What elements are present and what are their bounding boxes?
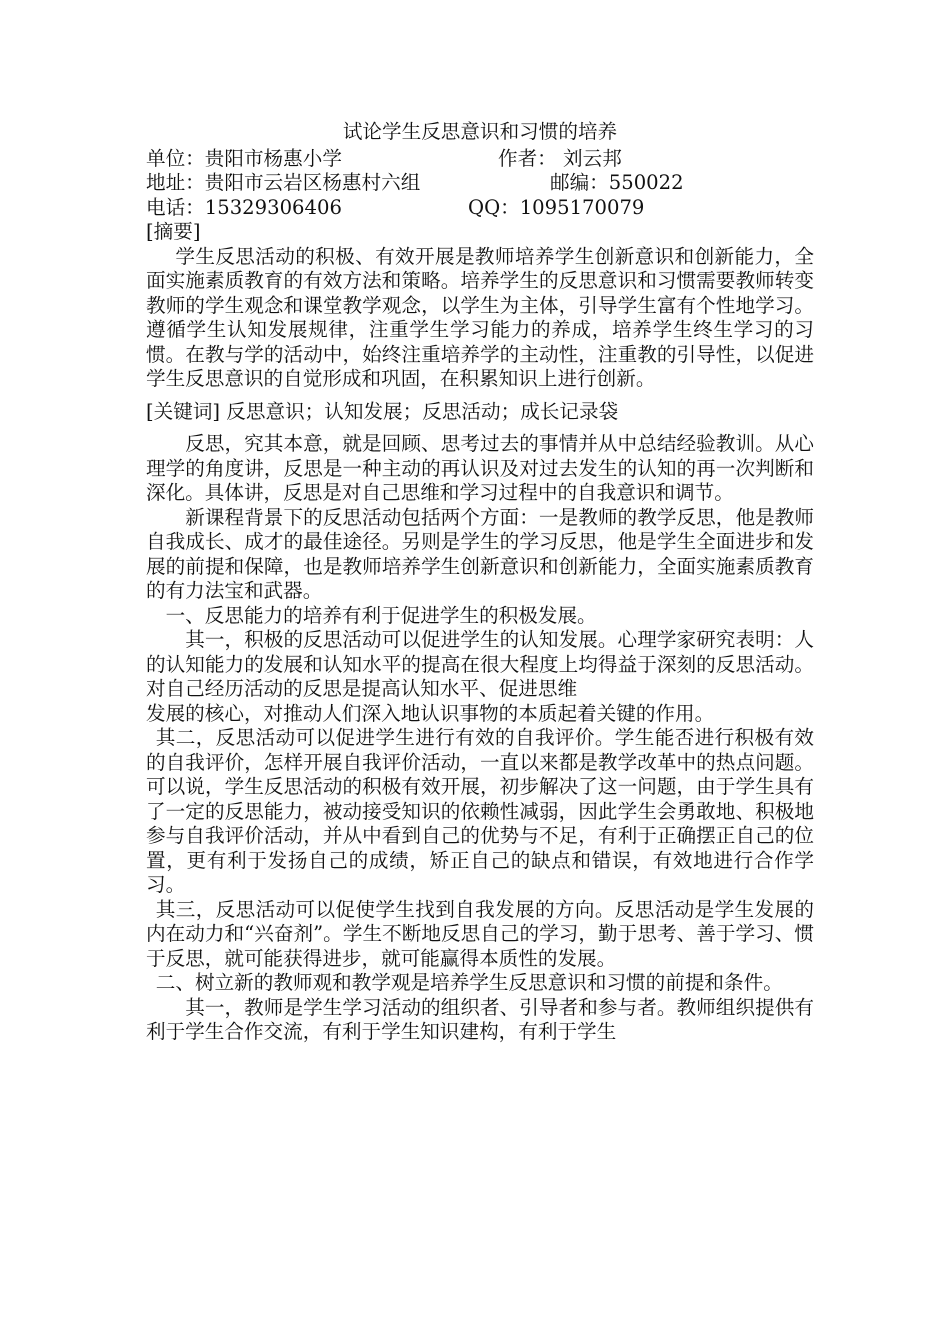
unit-info: 单位：贵阳市杨惠小学 <box>146 146 342 170</box>
document-title: 试论学生反思意识和习惯的培养 <box>342 120 618 143</box>
paragraph-1: 反思，究其本意，就是回顾、思考过去的事情并从中总结经验教训。从心理学的角度讲，反思是一种主动的再认识及对过去发生的认知的再一次判断和深化。具体讲，反思是对自己思维和学习过程中的自我意识和调节。 <box>146 432 814 504</box>
paragraph-6: 其三，反思活动可以促使学生找到自我发展的方向。反思活动是学生发展的内在动力和“兴奋剂”。学生不断地反思自己的学习，勤于思考、善于学习、惯于反思，就可能获得进步，就可能赢得本质性的发展。 <box>146 897 814 970</box>
address-info: 地址：贵阳市云岩区杨惠村六组 <box>146 171 421 194</box>
phone-info: 电话：15329306406 <box>146 195 342 219</box>
paragraph-7: 其一，教师是学生学习活动的组织者、引导者和参与者。教师组织提供有利于学生合作交流，有利于学生知识建构，有利于学生 <box>146 995 814 1043</box>
meta-row-phone <box>146 196 814 221</box>
section-heading-1: 一、反思能力的培养有利于促进学生的积极发展。 <box>165 603 597 627</box>
abstract-text: 学生反思活动的积极、有效开展是教师培养学生创新意识和创新能力，全面实施素质教育的有效方法和策略。培养学生的反思意识和习惯需要教师转变教师的学生观念和课堂教学观念，以学生为主体，引导学生富有个性地学习。遵循学生认知发展规律，注重学生学习能力的养成，培养学生终生学习的习惯。在教与学的活动中，始终注重培养学的主动性，注重教的引导性，以促进学生反思意识的自觉形成和巩固，在积累知识上进行创新。 <box>146 244 814 390</box>
qq-info: QQ：1095170079 <box>468 195 645 219</box>
paragraph-5: 其二，反思活动可以促进学生进行有效的自我评价。学生能否进行积极有效的自我评价，怎样开展自我评价活动，一直以来都是教学改革中的热点问题。可以说，学生反思活动的积极有效开展，初步解决了这一问题，由于学生具有了一定的反思能力，被动接受知识的依赖性减弱，因此学生会勇敢地、积极地参与自我评价活动，并从中看到自己的优势与不足，有利于正确摆正自己的位置，更有利于发扬自己的成绩，矫正自己的缺点和错误，有效地进行合作学习。 <box>146 726 814 896</box>
author-info: 作者： 刘云邦 <box>498 146 622 170</box>
document-body <box>146 120 814 1045</box>
keywords: [关键词] 反思意识；认知发展；反思活动；成长记录袋 <box>146 399 619 423</box>
paragraph-2: 新课程背景下的反思活动包括两个方面：一是教师的教学反思，他是教师自我成长、成才的最佳途径。另则是学生的学习反思，他是学生全面进步和发展的前提和保障，也是教师培养学生创新意识和创新能力，全面实施素质教育的有力法宝和武器。 <box>146 505 814 602</box>
meta-row-unit <box>146 147 814 172</box>
paragraph-4: 发展的核心，对推动人们深入地认识事物的本质起着关键的作用。 <box>146 701 715 725</box>
abstract-label: [摘要] <box>146 220 201 243</box>
postcode-info: 邮编：550022 <box>550 171 684 194</box>
meta-row-address <box>146 171 814 196</box>
paragraph-3: 其一，积极的反思活动可以促进学生的认知发展。心理学家研究表明：人的认知能力的发展和认知水平的提高在很大程度上均得益于深刻的反思活动。对自己经历活动的反思是提高认知水平、促进思维 <box>146 628 814 700</box>
section-heading-2: 二、树立新的教师观和教学观是培养学生反思意识和习惯的前提和条件。 <box>155 971 783 994</box>
